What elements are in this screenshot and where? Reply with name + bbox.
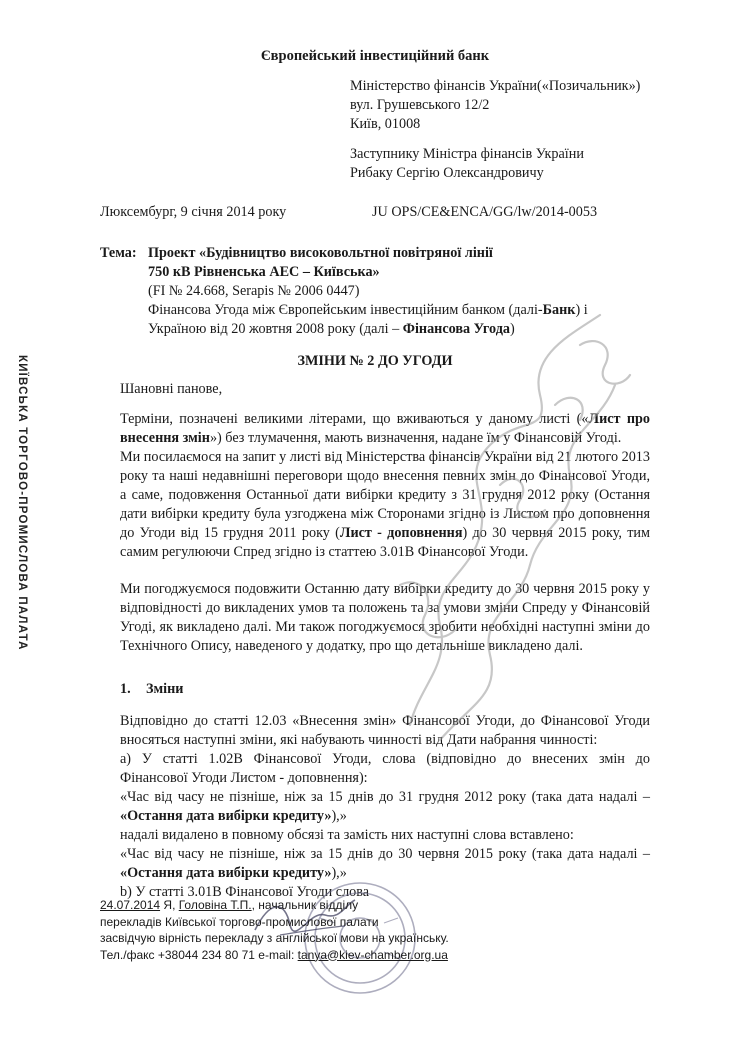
amend-line (120, 807, 650, 826)
amend-line: надалі видалено в повному обсязі та замість них наступні слова вставлено: (120, 827, 574, 843)
address-block (350, 77, 680, 134)
agreement-name: Фінансова Угода (402, 321, 510, 337)
agreement-bank: Банк (542, 302, 576, 318)
certificate-line-3: засвідчую вірність перекладу з англійської мови на українську. (100, 931, 449, 945)
amend-line: «Час від часу не пізніше, ніж за 15 днів до 31 грудня 2012 року (така дата надалі – (120, 789, 650, 805)
agreement-line-1 (148, 301, 616, 320)
project-line-2: 750 кВ Рівненська АЕС – Київська» (148, 264, 380, 280)
p1-text: Терміни, позначені великими літерами, що вживаються у даному листі (« (120, 411, 589, 427)
amend-line: «Час від часу не пізніше, ніж за 15 днів до 30 червня 2015 року (така дата надалі – (120, 846, 650, 862)
amend-bold: «Остання дата вибірки кредиту» (120, 808, 332, 824)
contact-text: Тел./факс +38044 234 80 71 e-mail: (100, 947, 298, 962)
project-prefix: Проект (148, 245, 200, 261)
paragraph-request (120, 448, 650, 562)
agreement-text: ) (509, 321, 515, 337)
p2-text: Ми посилаємося на запит у листі від Міністерства фінансів України від 21 лютого 2013 року та наші недавнішні переговори щодо внесення певних змін до Фінансової Угоди, а саме, подовження Останньої дати вибірки кредиту з 31 грудня 2012 року (Остання дати вибірки кредиту була узгоджена між Сторонами згідно із Листом про доповнення до Угоди від 15 грудня 2011 року ( (120, 449, 650, 541)
amend-line: вносяться наступні зміни, які набувають чинності від Дати набрання чинності: (120, 732, 598, 748)
bank-title: Європейський інвестиційний банк (260, 48, 490, 64)
subject-block (148, 244, 616, 339)
certificate-date: 24.07.2014 (100, 898, 161, 912)
subject-label: Тема: (100, 245, 137, 261)
translation-certificate (100, 897, 520, 963)
p2-bold: Лист - доповнення (339, 525, 463, 541)
side-stamp-text: КИЇВСЬКА ТОРГОВО-ПРОМИСЛОВА ПАЛАТА (16, 355, 28, 651)
reference-number: JU OPS/CE&ENCA/GG/lw/2014-0053 (372, 204, 598, 220)
recipient-block (350, 145, 680, 183)
agreement-text: Фінансова Угода між Європейським інвестиційним банком (далі- (148, 302, 543, 318)
fi-line: (FI № 24.668, Serapis № 2006 0447) (148, 283, 360, 299)
amend-text: ),» (331, 808, 347, 824)
project-name-1: «Будівництво високовольтної повітряної лінії (199, 245, 493, 261)
p1-bold: Лист про внесення змін (120, 411, 650, 446)
amend-line: Фінансової Угоди Листом - доповнення): (120, 770, 368, 786)
amend-bold: «Остання дата вибірки кредиту» (120, 865, 332, 881)
amend-line: а) У статті 1.02B Фінансової Угоди, слова (відповідно до внесених змін до (120, 751, 650, 767)
certificate-line-1 (100, 897, 520, 914)
amendments-block (120, 712, 650, 902)
project-line-1 (148, 244, 616, 263)
amend-text: ),» (331, 865, 347, 881)
section-title: Зміни (146, 681, 184, 697)
paragraph-agreement: Ми погоджуємося подовжити Останню дату вибірки кредиту до 30 червня 2015 року у відповідності до викладених умов та положень та за умови зміни Спреду у Фінансовій Угоді, як викладено далі. Ми також погоджуємося зробити необхідні наступні зміни до Технічного Опису, наведеного у додатку, про що детальніше викладено далі. (120, 581, 650, 654)
greeting: Шановні панове, (120, 381, 223, 397)
amend-line: b) У статті 3.01B Фінансової Угоди слова (120, 884, 370, 900)
translator-name: Головіна Т.П. (178, 898, 252, 912)
amend-line: Відповідно до статті 12.03 «Внесення змін» Фінансової Угоди, до Фінансової Угоди (120, 713, 650, 729)
address-line: вул. Грушевського 12/2 (350, 97, 490, 113)
agreement-text: ) і (575, 302, 588, 318)
side-stamp (16, 355, 40, 650)
certificate-line-4 (100, 947, 520, 964)
agreement-text: Україною від 20 жовтня 2008 року (далі – (148, 321, 403, 337)
recipient-line: Заступнику Міністра фінансів України (350, 146, 584, 162)
contact-email: tanya@kiev-chamber.org.ua (297, 947, 448, 962)
place-date: Люксембург, 9 січня 2014 року (100, 204, 287, 220)
recipient-line: Рибаку Сергію Олександровичу (350, 165, 544, 181)
section-number: 1. (120, 681, 131, 697)
agreement-line-2 (148, 320, 616, 339)
section-heading (120, 680, 183, 699)
certificate-text: Я, (160, 898, 179, 912)
certificate-text: , начальник відділу (251, 898, 359, 912)
paragraph-definitions (120, 410, 650, 448)
p2-text: ) до 30 червня 2015 року, тим самим регулюючи Спред згідно із статтею 3.01B Фінансової Угоди. (120, 525, 650, 560)
p1-text: ») без тлумачення, мають визначення, надане їм у Фінансовій Угоді. (209, 430, 622, 446)
address-line: Міністерство фінансів України(«Позичальник») (350, 78, 641, 94)
amendment-title: ЗМІНИ № 2 ДО УГОДИ (297, 353, 453, 369)
certificate-line-2: перекладів Київської торгово-промислової палати (100, 914, 379, 929)
address-line: Київ, 01008 (350, 116, 421, 132)
